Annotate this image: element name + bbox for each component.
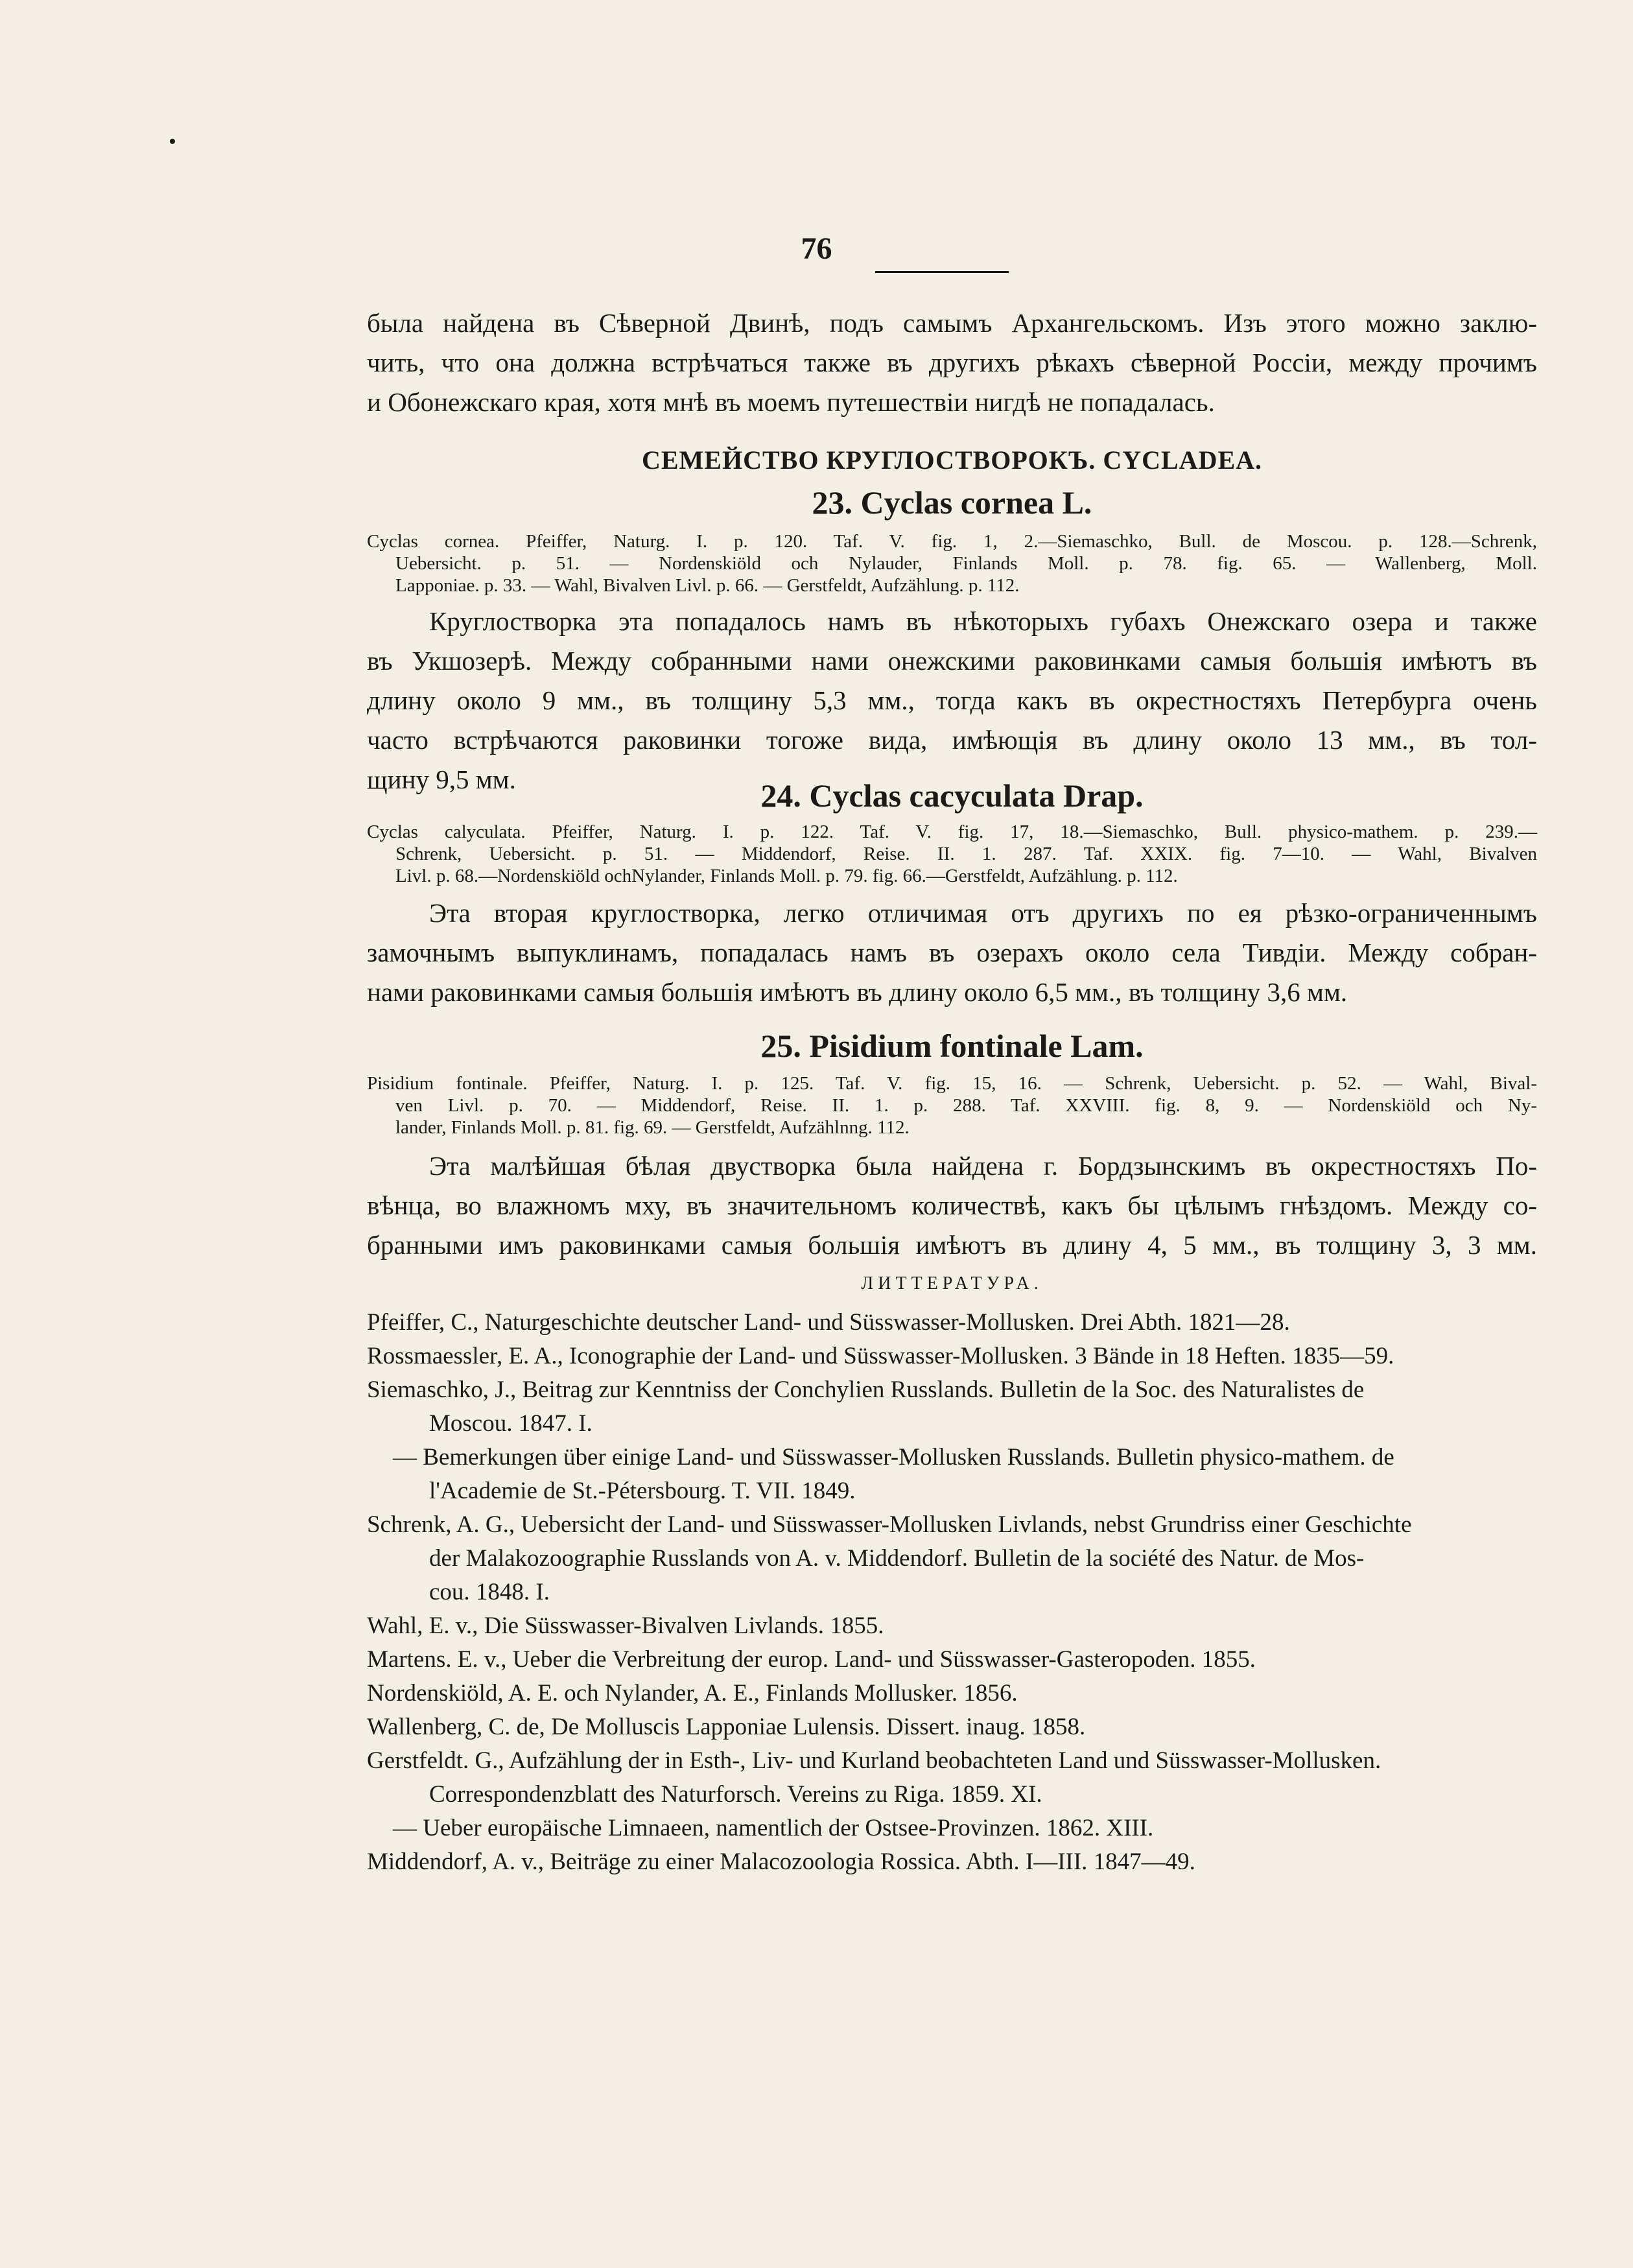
- literature-entry-continued: l'Academie de St.-Pétersbourg. T. VII. 1849.: [429, 1478, 856, 1504]
- literature-section: [367, 1271, 1537, 1297]
- species-25-refs: [367, 1072, 1537, 1139]
- literature-entry-continued: cou. 1848. I.: [429, 1579, 550, 1605]
- page-number: 76: [801, 231, 832, 266]
- family-heading: СЕМЕЙСТВО КРУГЛОСТВОРОКЪ. CYCLADEA.: [641, 445, 1263, 475]
- species-24-text: [367, 893, 1537, 1012]
- literature-entry: Martens. E. v., Ueber die Verbreitung der europ. Land- und Süsswasser-Gasteropoden. 1855.: [367, 1646, 1256, 1673]
- ink-speck: [170, 139, 175, 144]
- family-heading-block: [367, 442, 1537, 478]
- reference-line: Uebersicht. p. 51. — Nordenskiöld och Nylauder, Finlands Moll. p. 78. fig. 65. — Wallenberg, Moll.: [395, 553, 1537, 574]
- literature-entry: — Ueber europäische Limnaeen, namentlich der Ostsee-Provinzen. 1862. XIII.: [393, 1815, 1154, 1841]
- species-25: [367, 1024, 1537, 1067]
- intro-line: была найдена въ Сѣверной Двинѣ, подъ самымъ Архангельскомъ. Изъ этого можно заклю-: [367, 308, 1537, 338]
- literature-entry: Wallenberg, C. de, De Molluscis Lapponiae Lulensis. Dissert. inaug. 1858.: [367, 1714, 1086, 1740]
- literature-entry: Wahl, E. v., Die Süsswasser-Bivalven Livlands. 1855.: [367, 1612, 884, 1639]
- reference-line: Pisidium fontinale. Pfeiffer, Naturg. I. p. 125. Taf. V. fig. 15, 16. — Schrenk, Uebersicht. p. 52. — Wahl, Bival-: [367, 1073, 1537, 1094]
- body-line: бранными имъ раковинками самыя большія имѣютъ въ длину 4, 5 мм., въ толщину 3, 3 мм.: [367, 1230, 1537, 1260]
- reference-line: ven Livl. p. 70. — Middendorf, Reise. II. 1. p. 288. Taf. XXVIII. fig. 8, 9. — Nordenskiöld och Ny-: [395, 1095, 1537, 1116]
- body-line: нами раковинками самыя большія имѣютъ въ длину около 6,5 мм., въ толщину 3,6 мм.: [367, 977, 1348, 1007]
- literature-entry: Pfeiffer, C., Naturgeschichte deutscher Land- und Süsswasser-Mollusken. Drei Abth. 1821—28.: [367, 1309, 1290, 1336]
- page-number-rule: [875, 271, 1009, 273]
- species-24: [367, 774, 1537, 817]
- literature-entry: Gerstfeldt. G., Aufzählung der in Esth-, Liv- und Kurland beobachteten Land und Süsswasser-Mollusken.: [367, 1747, 1381, 1774]
- literature-entry-continued: Correspondenzblatt des Naturforsch. Vereins zu Riga. 1859. XI.: [429, 1781, 1042, 1808]
- reference-line: lander, Finlands Moll. p. 81. fig. 69. — Gerstfeldt, Aufzählnng. 112.: [395, 1117, 910, 1138]
- literature-entry: Nordenskiöld, A. E. och Nylander, A. E., Finlands Mollusker. 1856.: [367, 1680, 1018, 1707]
- reference-line: Schrenk, Uebersicht. p. 51. — Middendorf, Reise. II. 1. 287. Taf. XXIX. fig. 7—10. — Wahl, Bivalven: [395, 844, 1537, 864]
- species-25-text: [367, 1146, 1537, 1265]
- literature-entry: Rossmaessler, E. A., Iconographie der Land- und Süsswasser-Mollusken. 3 Bände in 18 Heften. 1835—59.: [367, 1343, 1394, 1369]
- body-line: щину 9,5 мм.: [367, 764, 516, 794]
- intro-paragraph: [367, 303, 1537, 422]
- species-23-refs: [367, 530, 1537, 597]
- literature-entry-continued: Moscou. 1847. I.: [429, 1410, 593, 1437]
- body-line: вѣнца, во влажномъ мху, въ значительномъ количествѣ, какъ бы цѣлымъ гнѣздомъ. Между со-: [367, 1190, 1537, 1220]
- species-23-text: [367, 602, 1537, 799]
- body-line: Эта малѣйшая бѣлая двустворка была найдена г. Бордзынскимъ въ окрестностяхъ По-: [429, 1151, 1537, 1181]
- body-line: замочнымъ выпуклинамъ, попадалась намъ въ озерахъ около села Тивдіи. Между собран-: [367, 938, 1537, 967]
- species-24-refs: [367, 821, 1537, 887]
- literature-title: ЛИТТЕРАТУРА.: [861, 1273, 1043, 1293]
- reference-line: Cyclas calyculata. Pfeiffer, Naturg. I. p. 122. Taf. V. fig. 17, 18.—Siemaschko, Bull. physico-mathem. p. 239.—: [367, 821, 1537, 842]
- body-line: длину около 9 мм., въ толщину 5,3 мм., тогда какъ въ окрестностяхъ Петербурга очень: [367, 685, 1537, 715]
- literature-entry-continued: der Malakozoographie Russlands von A. v. Middendorf. Bulletin de la société des Natur. de Mos-: [429, 1545, 1365, 1572]
- intro-line: чить, что она должна встрѣчаться также въ другихъ рѣкахъ сѣверной Россіи, между прочимъ: [367, 348, 1537, 377]
- body-line: часто встрѣчаются раковинки тогоже вида, имѣющія въ длину около 13 мм., въ тол-: [367, 725, 1537, 755]
- literature-entry: Schrenk, A. G., Uebersicht der Land- und Süsswasser-Mollusken Livlands, nebst Grundriss einer Geschichte: [367, 1511, 1412, 1538]
- literature-entry: Middendorf, A. v., Beiträge zu einer Malacozoologia Rossica. Abth. I—III. 1847—49.: [367, 1849, 1195, 1875]
- literature-entry: — Bemerkungen über einige Land- und Süsswasser-Mollusken Russlands. Bulletin physico-mathem. de: [393, 1444, 1394, 1471]
- species-heading: 24. Cyclas cacyculata Drap.: [760, 777, 1144, 814]
- body-line: Эта вторая круглостворка, легко отличимая отъ другихъ по ея рѣзко-ограниченнымъ: [429, 898, 1537, 928]
- body-line: Круглостворка эта попадалось намъ въ нѣкоторыхъ губахъ Онежскаго озера и также: [429, 606, 1537, 636]
- reference-line: Livl. p. 68.—Nordenskiöld ochNylander, Finlands Moll. p. 79. fig. 66.—Gerstfeldt, Aufzählung. p. 112.: [395, 866, 1178, 886]
- reference-line: Lapponiae. p. 33. — Wahl, Bivalven Livl. p. 66. — Gerstfeldt, Aufzählung. p. 112.: [395, 575, 1020, 596]
- species-heading: 23. Cyclas cornea L.: [812, 484, 1092, 521]
- literature-entry: Siemaschko, J., Beitrag zur Kenntniss der Conchylien Russlands. Bulletin de la Soc. des Naturalistes de: [367, 1376, 1365, 1403]
- reference-line: Cyclas cornea. Pfeiffer, Naturg. I. p. 120. Taf. V. fig. 1, 2.—Siemaschko, Bull. de Moscou. p. 128.—Schrenk,: [367, 531, 1537, 552]
- intro-line: и Обонежскаго края, хотя мнѣ въ моемъ путешествіи нигдѣ не попадалась.: [367, 387, 1215, 417]
- species-heading: 25. Pisidium fontinale Lam.: [760, 1028, 1144, 1064]
- species-23: [367, 481, 1537, 524]
- body-line: въ Укшозерѣ. Между собранными нами онежскими раковинками самыя большія имѣютъ въ: [367, 646, 1537, 676]
- literature-list: [367, 1306, 1537, 1879]
